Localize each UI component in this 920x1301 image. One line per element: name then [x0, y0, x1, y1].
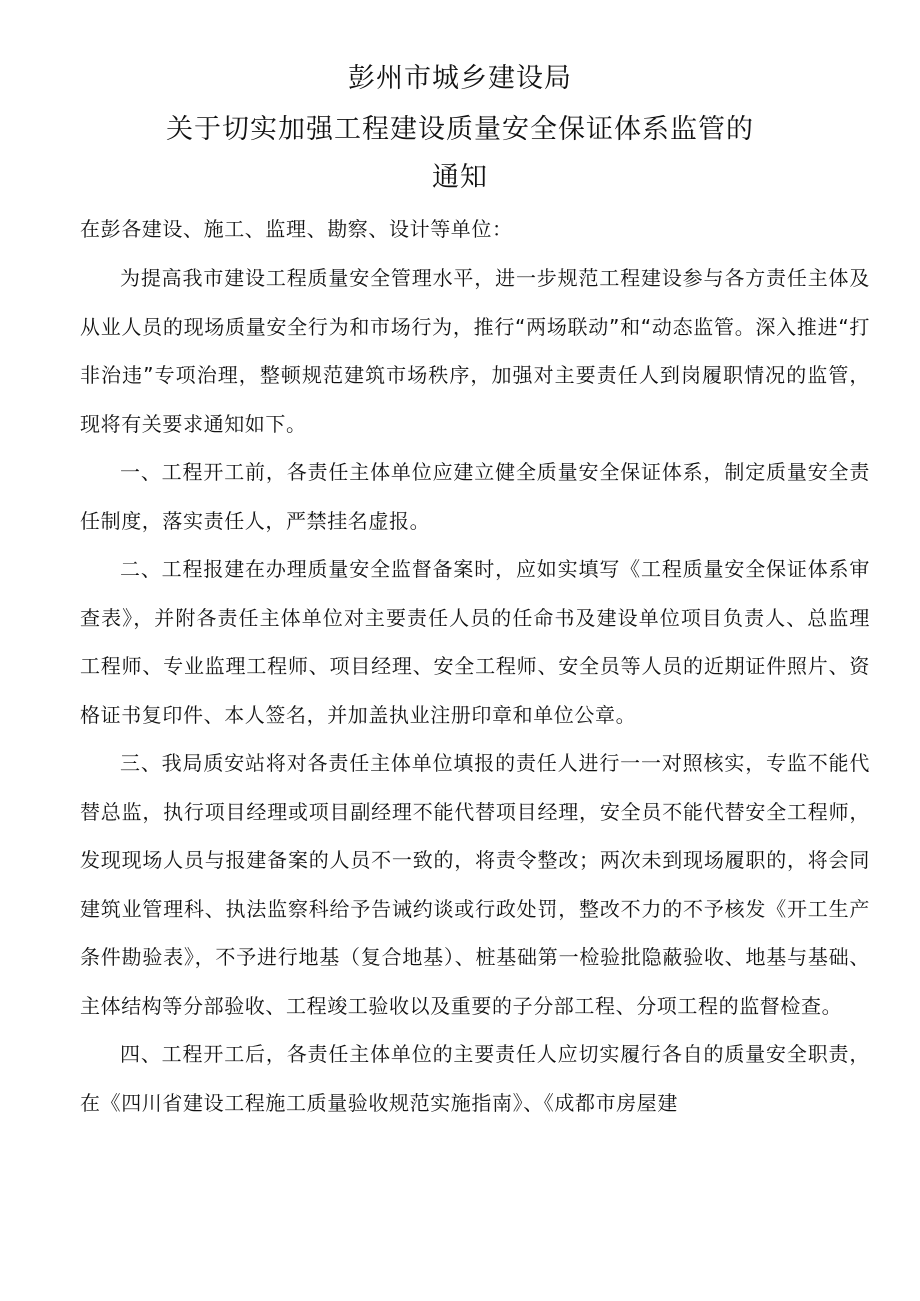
paragraph-item-1: 一、工程开工前，各责任主体单位应建立健全质量安全保证体系，制定质量安全责任制度，落实责任人，严禁挂名虚报。	[80, 460, 870, 533]
document-title-issuer: 彭州市城乡建设局	[348, 63, 572, 94]
document-title-type: 通知	[432, 162, 488, 193]
document-body	[80, 254, 870, 1127]
document-title-subject: 关于切实加强工程建设质量安全保证体系监管的	[166, 114, 754, 145]
paragraph-item-2: 二、工程报建在办理质量安全监督备案时，应如实填写《工程质量安全保证体系审查表》，并附各责任主体单位对主要责任人员的任命书及建设单位项目负责人、总监理工程师、专业监理工程师、项目经理、安全工程师、安全员等人员的近期证件照片、资格证书复印件、本人签名，并加盖执业注册印章和单位公章。	[80, 557, 870, 727]
salutation: 在彭各建设、施工、监理、勘察、设计等单位：	[80, 217, 513, 241]
paragraph-item-3: 三、我局质安站将对各责任主体单位填报的责任人进行一一对照核实，专监不能代替总监，执行项目经理或项目副经理不能代替项目经理，安全员不能代替安全工程师，发现现场人员与报建备案的人员不一致的，将责令整改；两次未到现场履职的，将会同建筑业管理科、执法监察科给予告诫约谈或行政处罚，整改不力的不予核发《开工生产条件勘验表》，不予进行地基（复合地基）、桩基础第一检验批隐蔽验收、地基与基础、主体结构等分部验收、工程竣工验收以及重要的子分部工程、分项工程的监督检查。	[80, 751, 870, 1018]
paragraph-item-4: 四、工程开工后，各责任主体单位的主要责任人应切实履行各自的质量安全职责，在《四川省建设工程施工质量验收规范实施指南》、《成都市房屋建	[80, 1042, 870, 1115]
paragraph-intro: 为提高我市建设工程质量安全管理水平，进一步规范工程建设参与各方责任主体及从业人员的现场质量安全行为和市场行为，推行“两场联动”和“动态监管。深入推进“打非治违”专项治理，整顿规范建筑市场秩序，加强对主要责任人到岗履职情况的监管，现将有关要求通知如下。	[80, 266, 870, 436]
